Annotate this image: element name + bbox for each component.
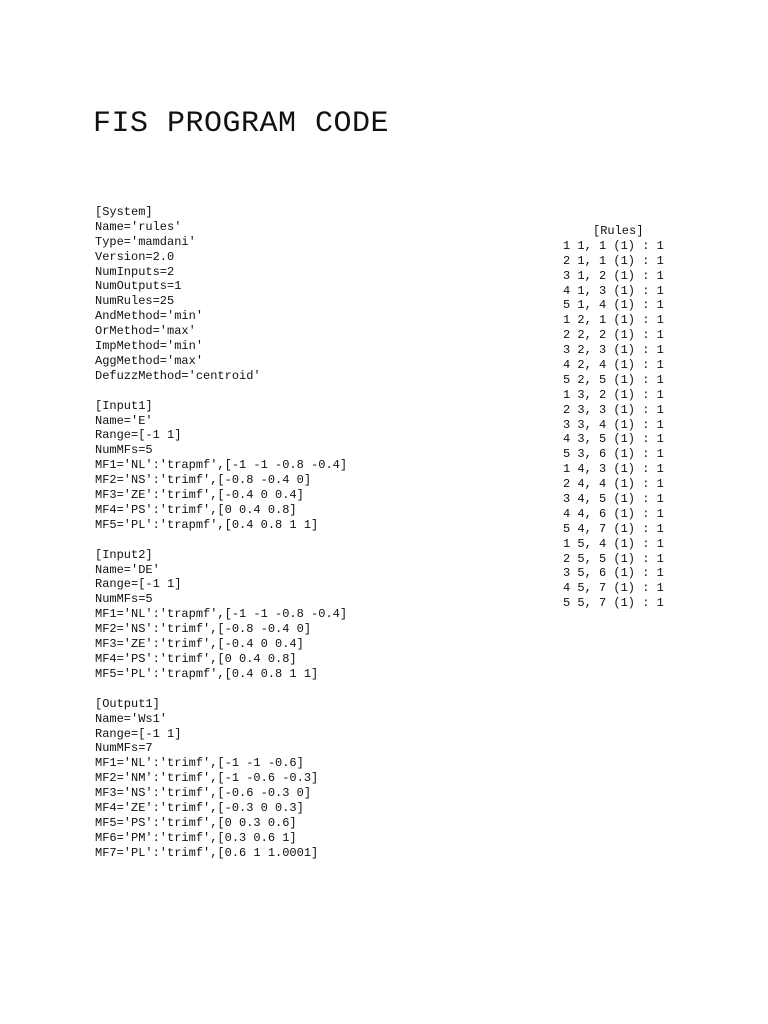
- code-line: Type='mamdani': [95, 234, 196, 249]
- rule-line: 4 4, 6 (1) : 1: [563, 506, 664, 521]
- code-line: NumRules=25: [95, 294, 175, 309]
- rule-line: 4 1, 3 (1) : 1: [563, 283, 664, 298]
- rule-line: 3 2, 3 (1) : 1: [563, 343, 664, 358]
- code-line: MF2='NS':'trimf',[-0.8 -0.4 0]: [95, 622, 312, 637]
- code-line: MF7='PL':'trimf',[0.6 1 1.0001]: [95, 845, 319, 860]
- rule-line: 5 2, 5 (1) : 1: [563, 372, 664, 387]
- output1-section-header: [Output1]: [95, 696, 160, 711]
- rule-line: 3 3, 4 (1) : 1: [563, 417, 664, 432]
- input2-section-header: [Input2]: [95, 547, 153, 562]
- code-line: Version=2.0: [95, 249, 175, 264]
- rule-line: 3 1, 2 (1) : 1: [563, 268, 664, 283]
- rule-line: 4 3, 5 (1) : 1: [563, 432, 664, 447]
- rule-line: 2 3, 3 (1) : 1: [563, 402, 664, 417]
- code-line: Range=[-1 1]: [95, 577, 182, 592]
- input1-section: [95, 399, 515, 533]
- output1-section: [95, 697, 515, 861]
- code-line: MF2='NS':'trimf',[-0.8 -0.4 0]: [95, 473, 312, 488]
- code-line: MF1='NL':'trapmf',[-1 -1 -0.8 -0.4]: [95, 458, 348, 473]
- code-line: MF5='PL':'trapmf',[0.4 0.8 1 1]: [95, 517, 319, 532]
- system-section-lines: [95, 220, 515, 384]
- code-line: Name='E': [95, 413, 153, 428]
- rule-line: 2 5, 5 (1) : 1: [563, 551, 664, 566]
- rule-line: 2 4, 4 (1) : 1: [563, 477, 664, 492]
- code-line: DefuzzMethod='centroid': [95, 368, 261, 383]
- code-line: NumMFs=5: [95, 592, 153, 607]
- input1-section-header: [Input1]: [95, 398, 153, 413]
- code-line: NumMFs=5: [95, 443, 153, 458]
- rule-line: 3 4, 5 (1) : 1: [563, 492, 664, 507]
- rule-line: 5 1, 4 (1) : 1: [563, 298, 664, 313]
- code-line: Name='Ws1': [95, 711, 168, 726]
- code-line: MF4='ZE':'trimf',[-0.3 0 0.3]: [95, 800, 304, 815]
- rule-line: 1 3, 2 (1) : 1: [563, 387, 664, 402]
- code-line: NumOutputs=1: [95, 279, 182, 294]
- code-line: NumInputs=2: [95, 264, 175, 279]
- code-line: NumMFs=7: [95, 741, 153, 756]
- rules-section-lines: [563, 239, 743, 611]
- code-line: MF3='ZE':'trimf',[-0.4 0 0.4]: [95, 637, 304, 652]
- rule-line: 5 4, 7 (1) : 1: [563, 521, 664, 536]
- code-line: MF6='PM':'trimf',[0.3 0.6 1]: [95, 830, 297, 845]
- code-line: MF4='PS':'trimf',[0 0.4 0.8]: [95, 651, 297, 666]
- rules-section: [563, 224, 743, 611]
- code-line: AndMethod='min': [95, 309, 204, 324]
- rule-line: 3 5, 6 (1) : 1: [563, 566, 664, 581]
- code-line: MF4='PS':'trimf',[0 0.4 0.8]: [95, 502, 297, 517]
- code-line: ImpMethod='min': [95, 339, 204, 354]
- system-section-header: [System]: [95, 205, 153, 219]
- rule-line: 5 3, 6 (1) : 1: [563, 447, 664, 462]
- code-line: MF1='NL':'trimf',[-1 -1 -0.6]: [95, 756, 304, 771]
- page-title: FIS PROGRAM CODE: [93, 107, 390, 141]
- code-line: MF3='NS':'trimf',[-0.6 -0.3 0]: [95, 786, 312, 801]
- rule-line: 1 2, 1 (1) : 1: [563, 313, 664, 328]
- fis-definition: [95, 205, 515, 876]
- rule-line: 1 5, 4 (1) : 1: [563, 536, 664, 551]
- rule-line: 4 5, 7 (1) : 1: [563, 581, 664, 596]
- code-line: AggMethod='max': [95, 353, 204, 368]
- rule-line: 5 5, 7 (1) : 1: [563, 596, 664, 611]
- output1-section-lines: [95, 712, 515, 861]
- input2-section: [95, 548, 515, 682]
- rule-line: 1 4, 3 (1) : 1: [563, 462, 664, 477]
- code-line: Name='DE': [95, 562, 160, 577]
- rule-line: 1 1, 1 (1) : 1: [563, 238, 664, 253]
- rule-line: 2 1, 1 (1) : 1: [563, 253, 664, 268]
- input2-section-lines: [95, 563, 515, 682]
- code-line: MF5='PL':'trapmf',[0.4 0.8 1 1]: [95, 666, 319, 681]
- code-line: MF1='NL':'trapmf',[-1 -1 -0.8 -0.4]: [95, 607, 348, 622]
- code-line: MF2='NM':'trimf',[-1 -0.6 -0.3]: [95, 771, 319, 786]
- rule-line: 4 2, 4 (1) : 1: [563, 358, 664, 373]
- rules-section-header: [Rules]: [593, 224, 644, 238]
- rule-line: 2 2, 2 (1) : 1: [563, 328, 664, 343]
- code-line: Range=[-1 1]: [95, 428, 182, 443]
- code-line: Range=[-1 1]: [95, 726, 182, 741]
- code-line: Name='rules': [95, 219, 182, 234]
- code-line: MF3='ZE':'trimf',[-0.4 0 0.4]: [95, 488, 304, 503]
- code-line: OrMethod='max': [95, 324, 196, 339]
- code-line: MF5='PS':'trimf',[0 0.3 0.6]: [95, 815, 297, 830]
- system-section: [95, 205, 515, 384]
- input1-section-lines: [95, 414, 515, 533]
